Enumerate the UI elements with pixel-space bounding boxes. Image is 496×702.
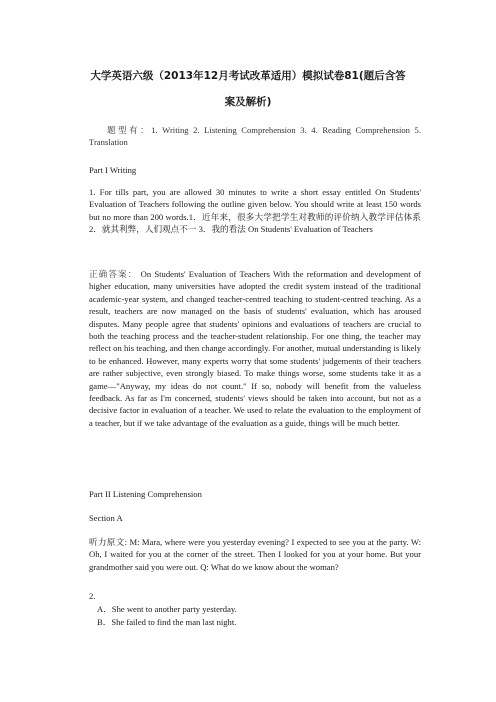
question-types: 题型有：1. Writing 2. Listening Comprehension 3. 4. Reading Comprehension 5. Translation (89, 125, 421, 148)
question-2-number: 2. (89, 591, 96, 601)
option-a: A．She went to another party yesterday. (97, 604, 237, 614)
answer-block (89, 268, 421, 429)
section-a-heading: Section A (89, 513, 123, 523)
answer-label: 正确答案： (89, 269, 138, 279)
option-b: B．She failed to find the man last night. (97, 617, 237, 627)
question-1-text: 1. For tills part, you are allowed 30 minutes to write a short essay entitled On Students' Evaluation of Teachers following the outline given below. You should write at least 150 words but no more than 200 words.1．近年来，很多大学把学生对教师的评价纳入教学评估体系 2．就其利弊，人们观点不一 3．我的看法 On Students' Evaluation of Teachers (89, 187, 421, 235)
part1-heading: Part I Writing (89, 165, 137, 175)
answer-text: On Students' Evaluation of Teachers With the reformation and development of higher education, many universities have adopted the credit system instead of the traditional academic-year system, and changed teacher-centred teaching to student-centred teaching. As a result, teachers are now managed on the basis of students' evaluation, which has aroused disputes. Many people agree that students' opinions and evaluations of teachers are crucial to both the teaching process and the teacher-student relationship. For one thing, the teacher may reflect on his teaching, and then change accordingly. For another, mutual understanding is likely to be enhanced. However, many experts worry that some students' judgements of their teachers are rather subjective, even strongly biased. To make things worse, some students take it as a game—"Anyway, my ideas do not count." If so, nobody will benefit from the valueless feedback. As far as I'm concerned, students' views should be taken into account, but not as a decisive factor in evaluation of a teacher. We used to relate the evaluation to the employment of a teacher, but if we take advantage of the evaluation as a guide, things will be much better. (89, 269, 421, 428)
listening-transcript: 听力原文: M: Mara, where were you yesterday evening? I expected to see you at the party. W: Oh, I waited for you at the corner of the street. Then I looked for you at your home. But your grandmother said you were out. Q: What do we know about the woman? (89, 537, 421, 572)
part2-heading: Part II Listening Comprehension (89, 489, 202, 499)
document-title-line2: 案及解析) (224, 96, 272, 108)
document-title-line1: 大学英语六级（2013年12月考试改革适用）模拟试卷81(题后含答 (90, 70, 406, 82)
